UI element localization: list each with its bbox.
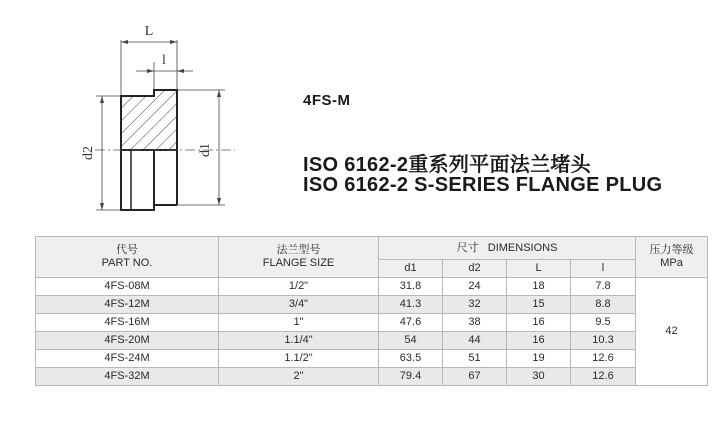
cell-size: 1/2" (219, 278, 379, 296)
cell-d1: 41.3 (379, 296, 443, 314)
dim-d1-label: d1 (198, 143, 213, 157)
cell-L: 19 (507, 350, 571, 368)
cell-l: 12.6 (571, 350, 636, 368)
table-row (36, 350, 708, 368)
dim-l-label: l (162, 53, 166, 68)
cell-d1: 63.5 (379, 350, 443, 368)
cell-l: 8.8 (571, 296, 636, 314)
cell-l: 10.3 (571, 332, 636, 350)
cell-d1: 31.8 (379, 278, 443, 296)
cell-size: 1" (219, 314, 379, 332)
flange-plug-drawing (0, 0, 250, 230)
cell-part: 4FS-08M (36, 278, 219, 296)
cell-l: 12.6 (571, 368, 636, 386)
dim-d2-label: d2 (81, 146, 96, 160)
header-pressure (636, 237, 708, 278)
header-d2: d2 (443, 260, 507, 278)
cell-d2: 44 (443, 332, 507, 350)
header-flange-cn: 法兰型号 (276, 244, 321, 256)
table-row (36, 368, 708, 386)
product-code: 4FS-M (303, 92, 351, 109)
cell-part: 4FS-24M (36, 350, 219, 368)
cell-size: 2" (219, 368, 379, 386)
header-d1: d1 (379, 260, 443, 278)
title-chinese: ISO 6162-2重系列平面法兰堵头 (303, 154, 591, 176)
cell-L: 30 (507, 368, 571, 386)
header-part-no (36, 237, 219, 278)
header-part-no-en: PART NO. (101, 257, 153, 269)
spec-table (35, 236, 708, 386)
cell-size: 1.1/4" (219, 332, 379, 350)
table-row (36, 278, 708, 296)
header-flange-size (219, 237, 379, 278)
cell-part: 4FS-16M (36, 314, 219, 332)
cell-d2: 38 (443, 314, 507, 332)
cell-part: 4FS-20M (36, 332, 219, 350)
header-row (36, 237, 708, 260)
dim-L-label: L (144, 24, 154, 39)
cell-L: 18 (507, 278, 571, 296)
cell-pressure: 42 (636, 278, 708, 386)
cell-d1: 79.4 (379, 368, 443, 386)
cell-part: 4FS-32M (36, 368, 219, 386)
cell-L: 15 (507, 296, 571, 314)
header-pressure-en: MPa (660, 257, 683, 269)
cell-part: 4FS-12M (36, 296, 219, 314)
cell-d2: 67 (443, 368, 507, 386)
cell-d1: 54 (379, 332, 443, 350)
cell-l: 7.8 (571, 278, 636, 296)
header-dimensions: 尺寸 DIMENSIONS (379, 237, 636, 260)
cell-L: 16 (507, 314, 571, 332)
header-l: l (571, 260, 636, 278)
table-row (36, 314, 708, 332)
cell-size: 1.1/2" (219, 350, 379, 368)
cell-d2: 51 (443, 350, 507, 368)
cell-d2: 32 (443, 296, 507, 314)
cell-L: 16 (507, 332, 571, 350)
header-flange-en: FLANGE SIZE (262, 257, 335, 269)
header-part-no-cn: 代号 (116, 244, 138, 256)
table-row (36, 332, 708, 350)
cell-d1: 47.6 (379, 314, 443, 332)
table-row (36, 296, 708, 314)
cell-size: 3/4" (219, 296, 379, 314)
cell-d2: 24 (443, 278, 507, 296)
title-english: ISO 6162-2 S-SERIES FLANGE PLUG (303, 174, 663, 196)
header-pressure-cn: 压力等级 (649, 244, 694, 256)
header-L: L (507, 260, 571, 278)
cell-l: 9.5 (571, 314, 636, 332)
